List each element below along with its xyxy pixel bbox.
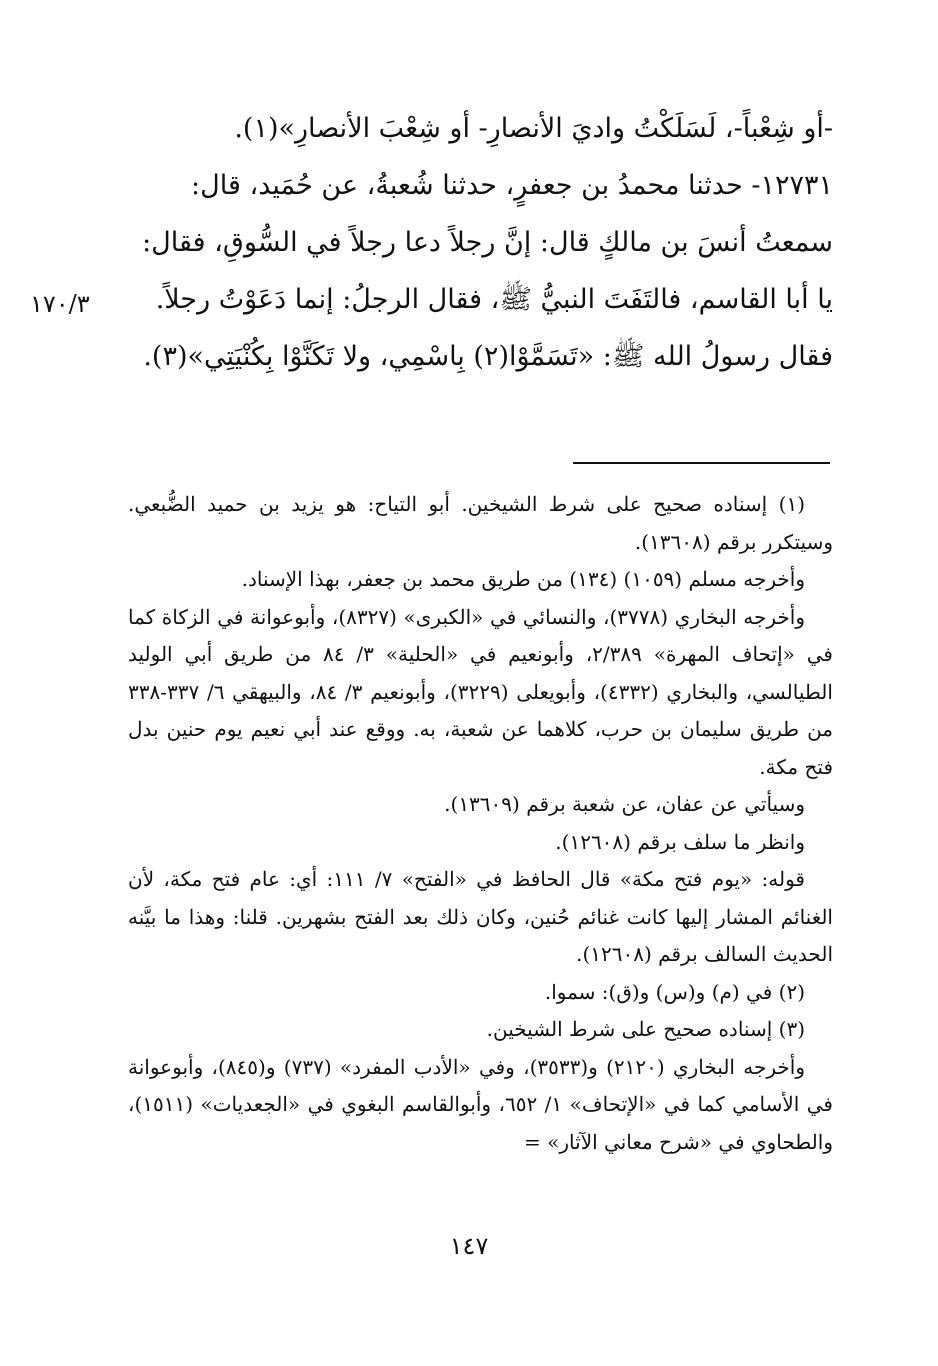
- margin-reference: ١٧٠/٣: [30, 290, 90, 318]
- hadith-text: سمعتُ أنسَ بن مالكٍ قال: إنَّ رجلاً دعا رجلاً في السُّوقِ، فقال: يا أبا القاسم، فالتَفَتَ النبيُّ ﷺ، فقال الرجلُ: إنما دَعَوْتُ رجلاً. فقال رسولُ الله ﷺ: «تَسَمَّوْا(٢) بِاسْمِي، ولا تَكَنَّوْا بِكُنْيَتِي»(٣).: [142, 227, 833, 372]
- page-number: ١٤٧: [449, 1232, 489, 1260]
- footnote: (٢) في (م) و(س) و(ق): سموا.: [544, 979, 805, 1004]
- main-text: [128, 100, 833, 385]
- hadith-chain: ١٢٧٣١- حدثنا محمدُ بن جعفرٍ، حدثنا شُعبةُ، عن حُمَيد، قال:: [191, 170, 833, 201]
- main-paragraph: -أو شِعْباً-، لَسَلَكْتُ واديَ الأنصارِ- أو شِعْبَ الأنصارِ»(١).: [234, 113, 833, 144]
- footnote: (٣) إسناده صحيح على شرط الشيخين.: [486, 1017, 805, 1041]
- footnote-divider: [573, 462, 830, 464]
- footnote: وأخرجه البخاري (٣٧٧٨)، والنسائي في «الكبرى» (٨٣٢٧)، وأبوعوانة في الزكاة كما في «إتحاف المهرة» ٢/٣٨٩، وأبونعيم في «الحلية» ٣/ ٨٤ من طريق أبي الوليد الطيالسي، والبخاري (٤٣٣٢)، وأبويعلى (٣٢٢٩)، وأبونعيم ٣/ ٨٤، والبيهقي ٦/ ٣٣٧-٣٣٨ من طريق سليمان بن حرب، كلاهما عن شعبة، به. ووقع عند أبي نعيم يوم حنين بدل فتح مكة.: [128, 604, 833, 779]
- footnote: وأخرجه البخاري (٢١٢٠) و(٣٥٣٣)، وفي «الأدب المفرد» (٧٣٧) و(٨٤٥)، وأبوعوانة في الأسامي كما في «الإتحاف» ١/ ٦٥٢، وأبوالقاسم البغوي في «الجعديات» (١٥١١)، والطحاوي في «شرح معاني الآثار» =: [128, 1054, 833, 1154]
- footnote: وسيأتي عن عفان، عن شعبة برقم (١٣٦٠٩).: [444, 792, 805, 816]
- footnote: (١) إسناده صحيح على شرط الشيخين. أبو التياح: هو يزيد بن حميد الضُّبعي. وسيتكرر برقم (١٣٦٠٨).: [128, 492, 833, 554]
- footnote: قوله: «يوم فتح مكة» قال الحافظ في «الفتح» ٧/ ١١١: أي: عام فتح مكة، لأن الغنائم المشار إليها كانت غنائم حُنين، وكان ذلك بعد الفتح بشهرين. قلنا: وهذا ما بيَّنه الحديث السالف برقم (١٢٦٠٨).: [128, 867, 833, 966]
- footnote: وانظر ما سلف برقم (١٢٦٠٨).: [555, 829, 805, 854]
- footnote: وأخرجه مسلم (١٠٥٩) (١٣٤) من طريق محمد بن جعفر، بهذا الإسناد.: [241, 567, 805, 591]
- footnotes: [128, 486, 833, 1161]
